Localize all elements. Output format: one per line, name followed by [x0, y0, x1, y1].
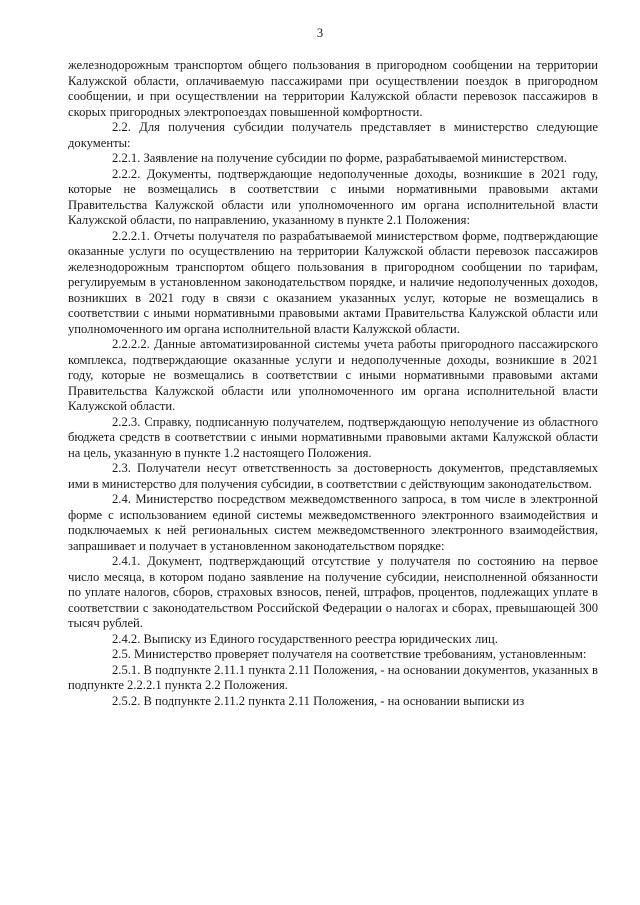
paragraph-2-5-1: 2.5.1. В подпункте 2.11.1 пункта 2.11 Положения, - на основании документов, указанных в подпункте 2.2.2.1 пункта 2.2 Положения. — [68, 662, 598, 692]
paragraph-2-4-1: 2.4.1. Документ, подтверждающий отсутствие у получателя по состоянию на первое число месяца, в котором подано заявление на получение субсидии, неисполненной обязанности по уплате налогов, сборов, страховых взносов, пеней, штрафов, процентов, подлежащих уплате в соответствии с законодательством Российской Федерации о налогах и сборах, превышающей 300 тысяч рублей. — [68, 554, 598, 630]
paragraph-2-2-2-2: 2.2.2.2. Данные автоматизированной системы учета работы пригородного пассажирского комплекса, подтверждающие оказанные услуги и недополученные доходы, возникшие в 2021 году, которые не возмещались в соответствии с иными нормативными правовыми актами Правительства Калужской области или уполномоченного им органа исполнительной власти Калужской области. — [68, 337, 598, 413]
paragraph-2-4: 2.4. Министерство посредством межведомственного запроса, в том числе в электронной форме с использованием единой системы межведомственного электронного взаимодействия и подключаемых к ней региональных систем межведомственного электронного взаимодействия, запрашивает и получает в установленном законодательством порядке: — [68, 492, 598, 553]
paragraph-2-5: 2.5. Министерство проверяет получателя на соответствие требованиям, установленным: — [112, 647, 587, 661]
page-number: 3 — [316, 26, 324, 40]
paragraph-continuation: железнодорожным транспортом общего пользования в пригородном сообщении на территории Калужской области, оплачиваемую пассажирами при осуществлении поездок в пригородном сообщении, и при осуществлении на территории Калужской области перевозок пассажиров в скорых пригородных электропоездах повышенной комфортности. — [68, 58, 598, 119]
paragraph-2-3: 2.3. Получатели несут ответственность за достоверность документов, представляемых ими в министерство для получения субсидии, в соответствии с действующим законодательством. — [68, 461, 598, 491]
paragraph-2-2-2-1: 2.2.2.1. Отчеты получателя по разрабатываемой министерством форме, подтверждающие оказанные услуги по осуществлению на территории Калужской области перевозок пассажиров железнодорожным транспортом общего пользования в пригородном сообщении по тарифам, регулируемым в установленном законодательством порядке, и наличие недополученных доходов, возникших в 2021 году в связи с оказанием указанных услуг, которые не возмещались в соответствии с иными нормативными правовыми актами Правительства Калужской области или уполномоченного им органа исполнительной власти Калужской области. — [68, 228, 598, 336]
paragraph-2-2-2: 2.2.2. Документы, подтверждающие недополученные доходы, возникшие в 2021 году, которые не возмещались в соответствии с иными нормативными правовыми актами Правительства Калужской области или уполномоченного им органа исполнительной власти Калужской области, по направлению, указанному в пункте 2.1 Положения: — [68, 166, 598, 227]
paragraph-2-2: 2.2. Для получения субсидии получатель представляет в министерство следующие документы: — [68, 120, 598, 150]
paragraph-2-5-2: 2.5.2. В подпункте 2.11.2 пункта 2.11 Положения, - на основании выписки из — [112, 693, 525, 708]
document-body — [68, 58, 598, 709]
paragraph-2-4-2: 2.4.2. Выписку из Единого государственного реестра юридических лиц. — [112, 631, 498, 646]
paragraph-2-2-3: 2.2.3. Справку, подписанную получателем, подтверждающую неполучение из областного бюджета средств в соответствии с иными нормативными правовыми актами Калужской области на цель, указанную в пункте 1.2 настоящего Положения. — [68, 414, 598, 460]
paragraph-2-2-1: 2.2.1. Заявление на получение субсидии по форме, разрабатываемой министерством. — [112, 151, 567, 165]
